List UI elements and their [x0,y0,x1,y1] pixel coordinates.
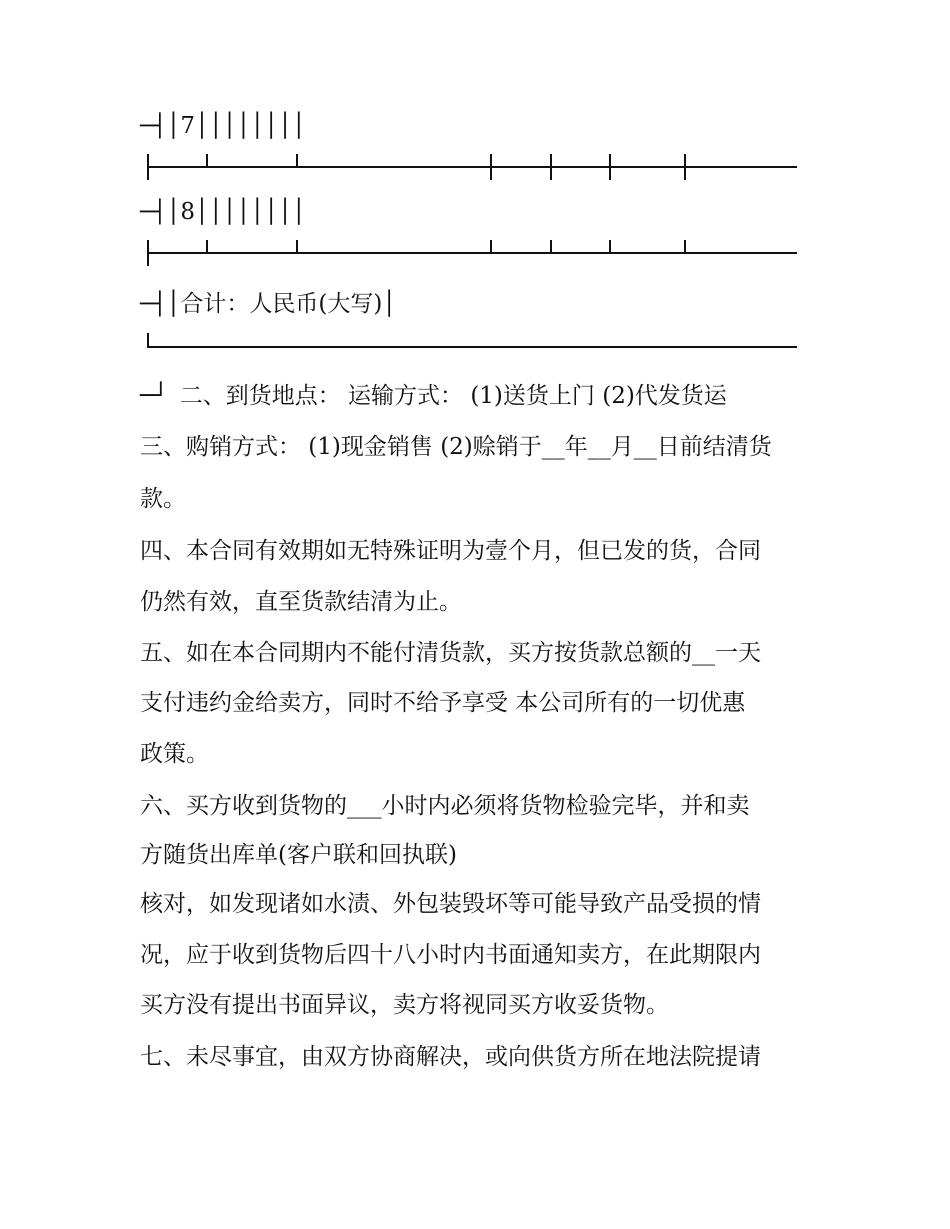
clause-3-line-1: 三、购销方式： (1)现金销售 (2)赊销于__年__月__日前结清货 [140,434,772,460]
clause-4-line-2: 仍然有效，直至货款结清为止。 [140,589,462,615]
clause-4-line-1: 四、本合同有效期如无特殊证明为壹个月，但已发的货，合同 [140,538,761,564]
table-tick [490,240,492,253]
table-row-7 [140,111,306,142]
clause-5-line-1: 五、如在本合同期内不能付清货款，买方按货款总额的__一天 [140,640,761,666]
table-tick [550,240,552,253]
clause-2 [140,381,727,411]
clause-6-line-1: 六、买方收到货物的___小时内必须将货物检验完毕，并和卖 [140,793,750,819]
clause-7-line-1: 七、未尽事宜，由双方协商解决，或向供货方所在地法院提请 [140,1044,761,1070]
table-row-total [140,289,396,320]
table-tick [684,240,686,253]
clause-3-line-2: 款。 [140,486,186,512]
table-tick [296,240,298,253]
table-tick [147,333,149,347]
row-cells: │8││││││││ [166,199,306,225]
clause-5-line-3: 政策。 [140,741,209,767]
clause-6-line-4: 况，应于收到货物后四十八小时内书面通知卖方，在此期限内 [140,942,761,968]
table-tick [684,154,686,180]
table-tick [206,154,208,167]
clause-5-line-2: 支付违约金给卖方，同时不给予享受 本公司所有的一切优惠 [140,690,746,716]
row-lead-mark: ─┤ [140,114,167,139]
table-tick [609,154,611,180]
table-tick [609,240,611,253]
table-rule-1 [147,166,797,168]
table-tick [550,154,552,180]
table-tick [206,240,208,253]
table-tick [490,154,492,180]
row-cells: │7││││││││ [166,113,306,139]
row-lead-mark: ─┤ [140,292,167,317]
clause-6-line-2: 方随货出库单(客户联和回执联) [140,842,457,868]
row-lead-mark: ─┤ [140,200,167,225]
clause-2-text: 二、到货地点： 运输方式： (1)送货上门 (2)代发货运 [179,383,727,409]
table-tick [296,154,298,167]
table-rule-2 [147,252,797,254]
clause-6-line-3: 核对，如发现诸如水渍、外包装毁坏等可能导致产品受损的情 [140,891,761,917]
table-row-8 [140,197,306,228]
total-label: │合计：人民币(大写)│ [166,291,397,317]
table-bottom-rule [147,346,797,348]
table-tick [147,154,149,180]
clause-6-line-5: 买方没有提出书面异议，卖方将视同买方收妥货物。 [140,992,669,1018]
table-tick [147,240,149,266]
table-end-mark: ─┘ [140,383,168,409]
